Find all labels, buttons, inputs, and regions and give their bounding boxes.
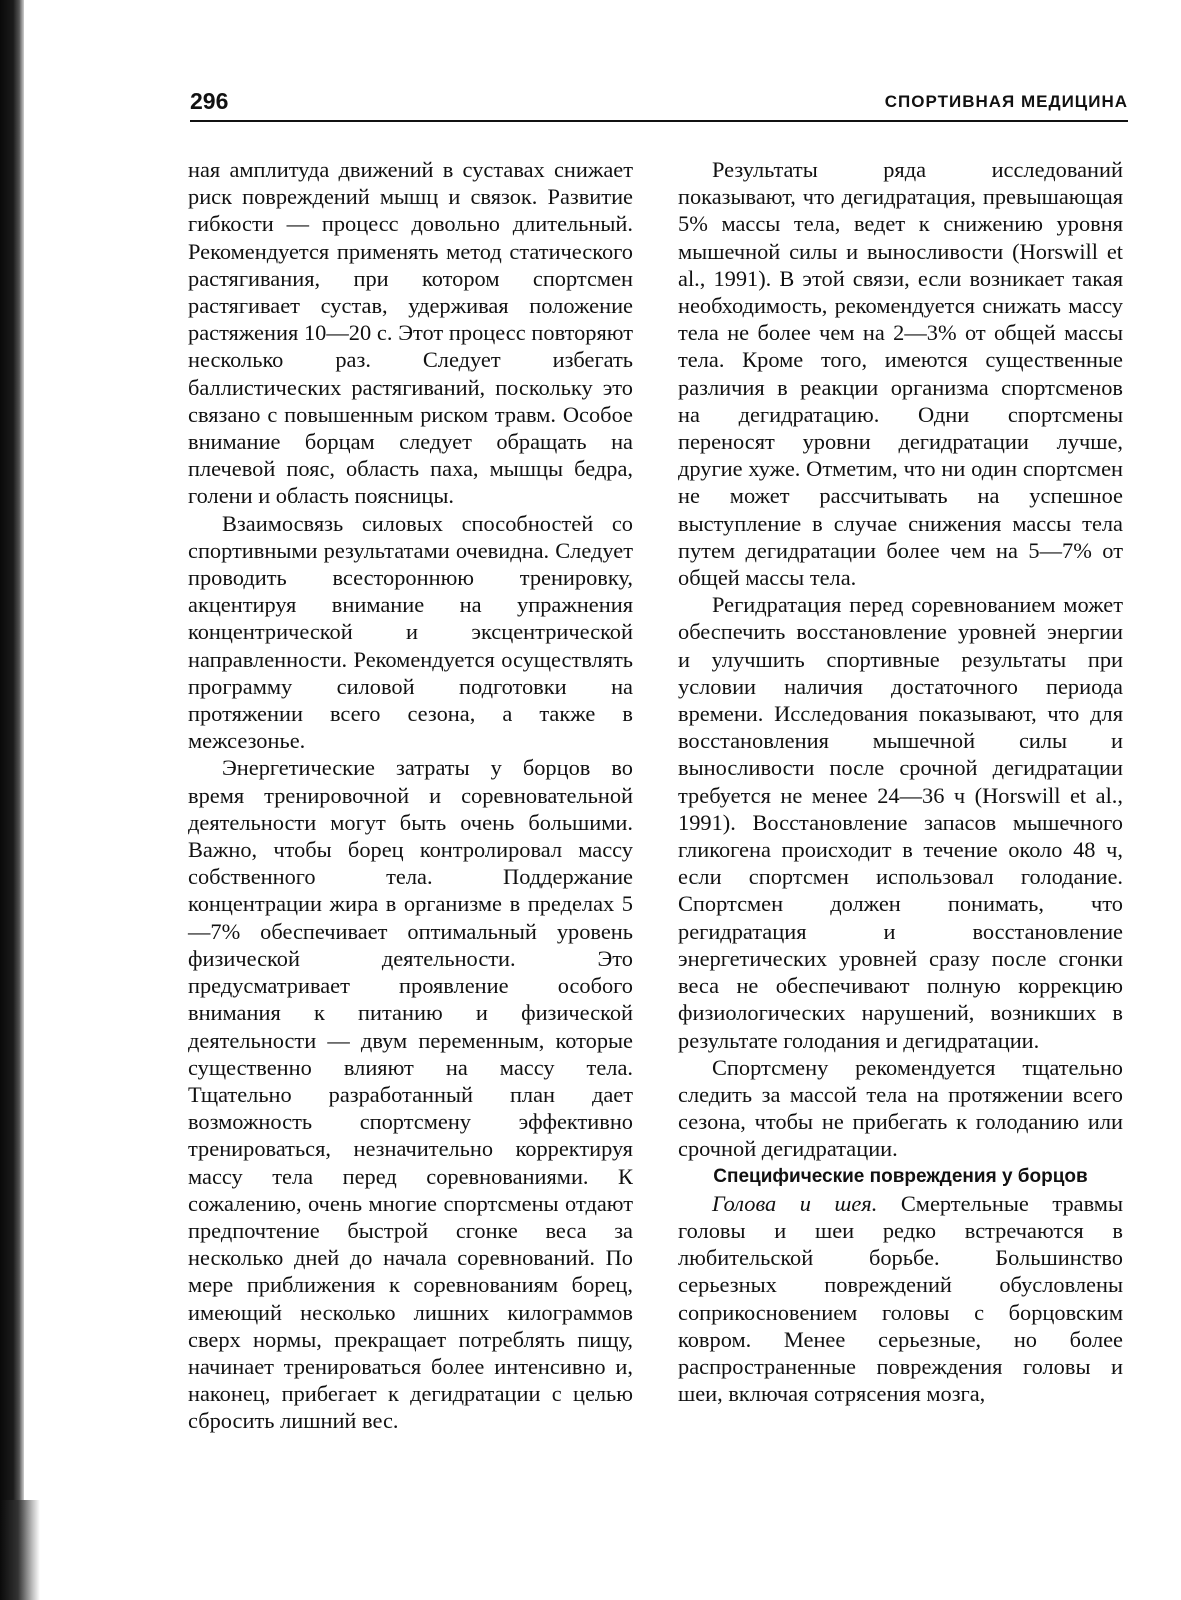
scan-shadow-edge bbox=[0, 0, 24, 1600]
paragraph: Результаты ряда исследований показывают, что дегидратация, превышающая 5% массы тела, ведет к снижению уровня мышечной силы и выносливости (Horswill et al., 1991). В этой связи, если возникает такая необходимость, рекомендуется снижать массу тела не более чем на 2—3% от общей массы тела. Кроме того, имеются существенные различия в реакции организма спортсменов на дегидратацию. Одни спортсмены переносят уровни дегидратации лучше, другие хуже. Отметим, что ни один спортсмен не может рассчитывать на успешное выступление в случае снижения массы тела путем дегидратации более чем на 5—7% от общей массы тела. bbox=[678, 157, 1123, 591]
subsection-text: Смертельные травмы головы и шеи редко встречаются в любительской борьбе. Большинство серьезных повреждений обусловлены соприкосновением головы с борцовским ковром. Менее серьезные, но более распространенные повреждения головы и шеи, включая сотрясения мозга, bbox=[678, 1190, 1123, 1407]
paragraph: Спортсмену рекомендуется тщательно следить за массой тела на протяжении всего сезона, чтобы не прибегать к голоданию или срочной дегидратации. bbox=[678, 1054, 1123, 1162]
paragraph: Регидратация перед соревнованием может обеспечить восстановление уровней энергии и улучшить спортивные результаты при условии наличия достаточного периода времени. Исследования показывают, что для восстановления мышечной силы и выносливости после срочной дегидратации требуется не менее 24—36 ч (Horswill et al., 1991). Восстановление запасов мышечного гликогена происходит в течение около 48 ч, если спортсмен использовал голодание. Спортсмен должен понимать, что регидратация и восстановление энергетических уровней сразу после сгонки веса не обеспечивают полную коррекцию физиологических нарушений, возникших в результате голодания и дегидратации. bbox=[678, 592, 1123, 1053]
page-number: 296 bbox=[190, 88, 229, 114]
paragraph: Взаимосвязь силовых способностей со спортивными результатами очевидна. Следует проводить всестороннюю тренировку, акцентируя внимание на упражнения концентрической и эксцентрической направленности. Рекомендуется осуществлять программу силовой подготовки на протяжении всего сезона, а также в межсезонье. bbox=[188, 510, 633, 754]
paragraph: ная амплитуда движений в суставах снижает риск повреждений мышц и связок. Развитие гибкости — процесс довольно длительный. Рекомендуется применять метод статического растягивания, при котором спортсмен растягивает сустав, удерживая положение растяжения 10—20 с. Этот процесс повторяют несколько раз. Следует избегать баллистических растягиваний, поскольку это связано с повышенным риском травм. Особое внимание борцам следует обращать на плечевой пояс, область паха, мышцы бедра, голени и область поясницы. bbox=[188, 157, 633, 509]
scan-shadow-corner bbox=[0, 1500, 40, 1600]
paragraph: Энергетические затраты у борцов во время тренировочной и соревновательной деятельности могут быть очень большими. Важно, чтобы борец контролировал массу собственного тела. Поддержание концентрации жира в организме в пределах 5—7% обеспечивает оптимальный уровень физической деятельности. Это предусматривает проявление особого внимания к питанию и физической деятельности — двум переменным, которые существенно влияют на массу тела. Тщательно разработанный план дает возможность спортсмену эффективно тренироваться, незначительно корректируя массу тела перед соревнованиями. К сожалению, очень многие спортсмены отдают предпочтение быстрой сгонке веса за несколько дней до начала соревнований. По мере приближения к соревнованиям борец, имеющий несколько лишних килограммов сверх нормы, прекращает потреблять пищу, начинает тренироваться более интенсивно и, наконец, прибегает к дегидратации с целью сбросить лишний вес. bbox=[188, 755, 633, 1434]
right-column bbox=[678, 156, 1123, 1407]
section-heading: Специфические повреждения у борцов bbox=[713, 1165, 1088, 1187]
page-header bbox=[190, 84, 1128, 122]
subsection-paragraph bbox=[678, 1190, 1123, 1408]
subsection-label: Голова и шея. bbox=[712, 1190, 878, 1216]
running-title: СПОРТИВНАЯ МЕДИЦИНА bbox=[884, 92, 1128, 111]
left-column bbox=[188, 156, 633, 1435]
